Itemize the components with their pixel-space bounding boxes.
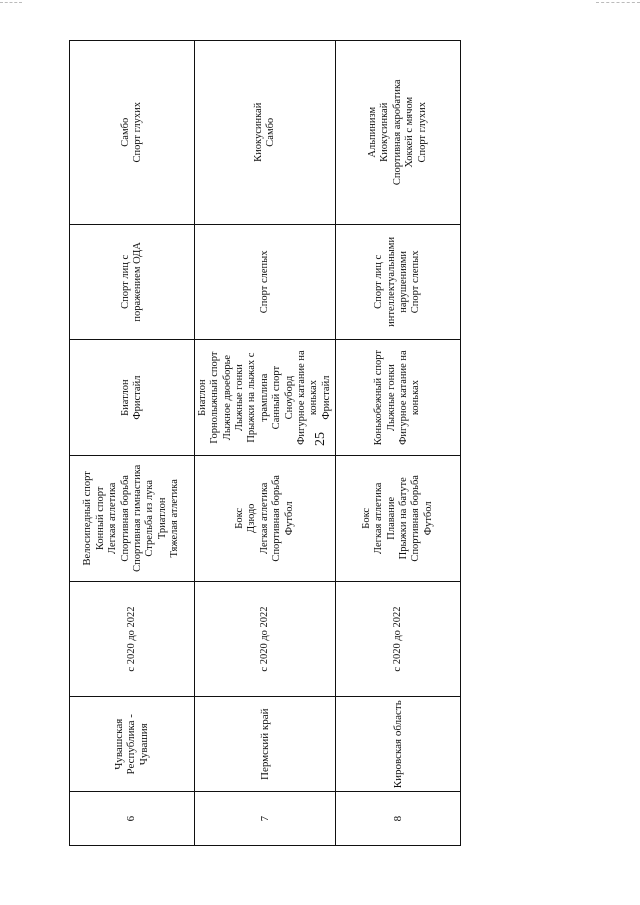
page-number: 25: [313, 432, 328, 446]
cell-other-sports-list: [120, 102, 145, 163]
cell-region: [195, 696, 335, 791]
cell-period: [336, 581, 460, 697]
top-edge-mark-left: [0, 2, 22, 3]
cell-period-text: с 2020 до 2022: [125, 606, 137, 672]
list-item: Триатлон: [156, 497, 168, 540]
cell-adaptive-sports: [70, 224, 194, 340]
list-item: Спорт слепых: [410, 250, 422, 314]
cell-region: [70, 696, 194, 791]
cell-region-text: Пермский край: [258, 708, 271, 780]
list-item: Горнолыжный спорт: [209, 351, 221, 444]
list-item: Бокс: [234, 507, 246, 529]
list-item: Конькобежный спорт: [373, 349, 385, 446]
cell-summer-sports: [336, 455, 460, 581]
cell-summer-sports-list: [361, 475, 435, 562]
list-item: Спорт глухих: [416, 101, 428, 163]
list-item: Спорт глухих: [131, 101, 143, 163]
list-item: Прыжки на батуте: [398, 477, 410, 560]
table-row: [70, 41, 195, 845]
list-item: Спортивная борьба: [119, 475, 131, 562]
cell-period: [70, 581, 194, 697]
list-item: Дзюдо: [246, 503, 258, 534]
cell-winter-sports-list: [197, 342, 333, 453]
cell-summer-sports: [70, 455, 194, 581]
cell-other-sports-list: [253, 103, 278, 162]
cell-winter-sports-list: [373, 342, 423, 453]
cell-winter-sports: [70, 339, 194, 455]
list-item: Самбо: [265, 117, 276, 147]
table-row: [195, 41, 336, 845]
list-item: Спортивная гимнастика: [131, 464, 143, 572]
list-item: Бокс: [360, 507, 372, 529]
table-row: [336, 41, 460, 845]
list-item: Санный спорт: [271, 365, 283, 430]
cell-row-number: [336, 791, 460, 845]
list-item: Прыжки на лыжах с трамплина: [246, 352, 270, 443]
list-item: Фристайл: [320, 375, 332, 420]
cell-adaptive-sports: [336, 224, 460, 340]
cell-period-text: с 2020 до 2022: [391, 606, 403, 672]
list-item: Спорт лиц с поражением ОДА: [119, 242, 143, 322]
cell-adaptive-sports-list: [120, 227, 145, 338]
cell-summer-sports-list: [234, 475, 296, 562]
cell-row-number: [195, 791, 335, 845]
list-item: Фигурное катание на коньках: [398, 350, 422, 445]
cell-adaptive-sports-list: [373, 227, 423, 338]
cell-other-sports-list: [367, 79, 429, 185]
list-item: Легкая атлетика: [373, 482, 385, 555]
cell-row-number-text: 6: [125, 815, 138, 822]
list-item: Футбол: [283, 501, 295, 536]
cell-other-sports: [70, 41, 194, 224]
list-item: Лыжное двоеборье: [221, 354, 233, 441]
list-item: Лыжные гонки: [385, 364, 397, 432]
list-item: Лыжные гонки: [234, 364, 246, 432]
cell-region: [336, 696, 460, 791]
list-item: Футбол: [422, 501, 434, 536]
list-item: Спортивная акробатика: [391, 79, 403, 186]
list-item: Легкая атлетика: [107, 482, 119, 555]
sports-table: [69, 40, 461, 846]
cell-other-sports: [336, 41, 460, 224]
cell-row-number: [70, 791, 194, 845]
list-item: Киокусинкай: [379, 102, 391, 162]
cell-row-number-text: 7: [258, 815, 271, 822]
cell-winter-sports: [336, 339, 460, 455]
list-item: Хоккей с мячом: [404, 96, 416, 168]
list-item: Конный спорт: [94, 486, 106, 551]
list-item: Спортивная борьба: [271, 475, 283, 562]
list-item: Киокусинкай: [252, 102, 264, 162]
list-item: Биатлон: [119, 379, 131, 416]
list-item: Легкая атлетика: [258, 482, 270, 555]
cell-row-number-text: 8: [391, 815, 404, 822]
list-item: Фристайл: [131, 375, 143, 420]
list-item: Альпинизм: [367, 106, 379, 158]
list-item: Спортивная борьба: [410, 475, 422, 562]
cell-summer-sports: [195, 455, 335, 581]
list-item: Сноуборд: [283, 375, 295, 420]
cell-region-text: Кировская область: [391, 700, 404, 789]
list-item: Стрельба из лука: [144, 479, 156, 557]
cell-summer-sports-list: [82, 465, 181, 572]
list-item: Велосипедный спорт: [82, 471, 94, 566]
list-item: Плавание: [385, 496, 397, 540]
sports-table-body: [69, 40, 461, 846]
cell-other-sports: [195, 41, 335, 224]
cell-adaptive-sports: [195, 224, 335, 340]
cell-winter-sports-list: [120, 376, 145, 420]
cell-winter-sports: [195, 339, 335, 455]
cell-adaptive-sports-list: [259, 251, 271, 314]
top-edge-mark-right: [596, 2, 640, 3]
list-item: Тяжелая атлетика: [169, 479, 181, 558]
cell-region-text: Чувашская Республика - Чувашия: [112, 714, 151, 775]
cell-period: [195, 581, 335, 697]
list-item: Спорт лиц с интеллектуальными нарушениями: [373, 236, 410, 327]
list-item: Спорт слепых: [258, 250, 270, 314]
list-item: Биатлон: [196, 379, 208, 416]
list-item: Самбо: [119, 117, 131, 147]
cell-period-text: с 2020 до 2022: [258, 606, 270, 672]
list-item: Фигурное катание на коньках: [295, 350, 320, 445]
